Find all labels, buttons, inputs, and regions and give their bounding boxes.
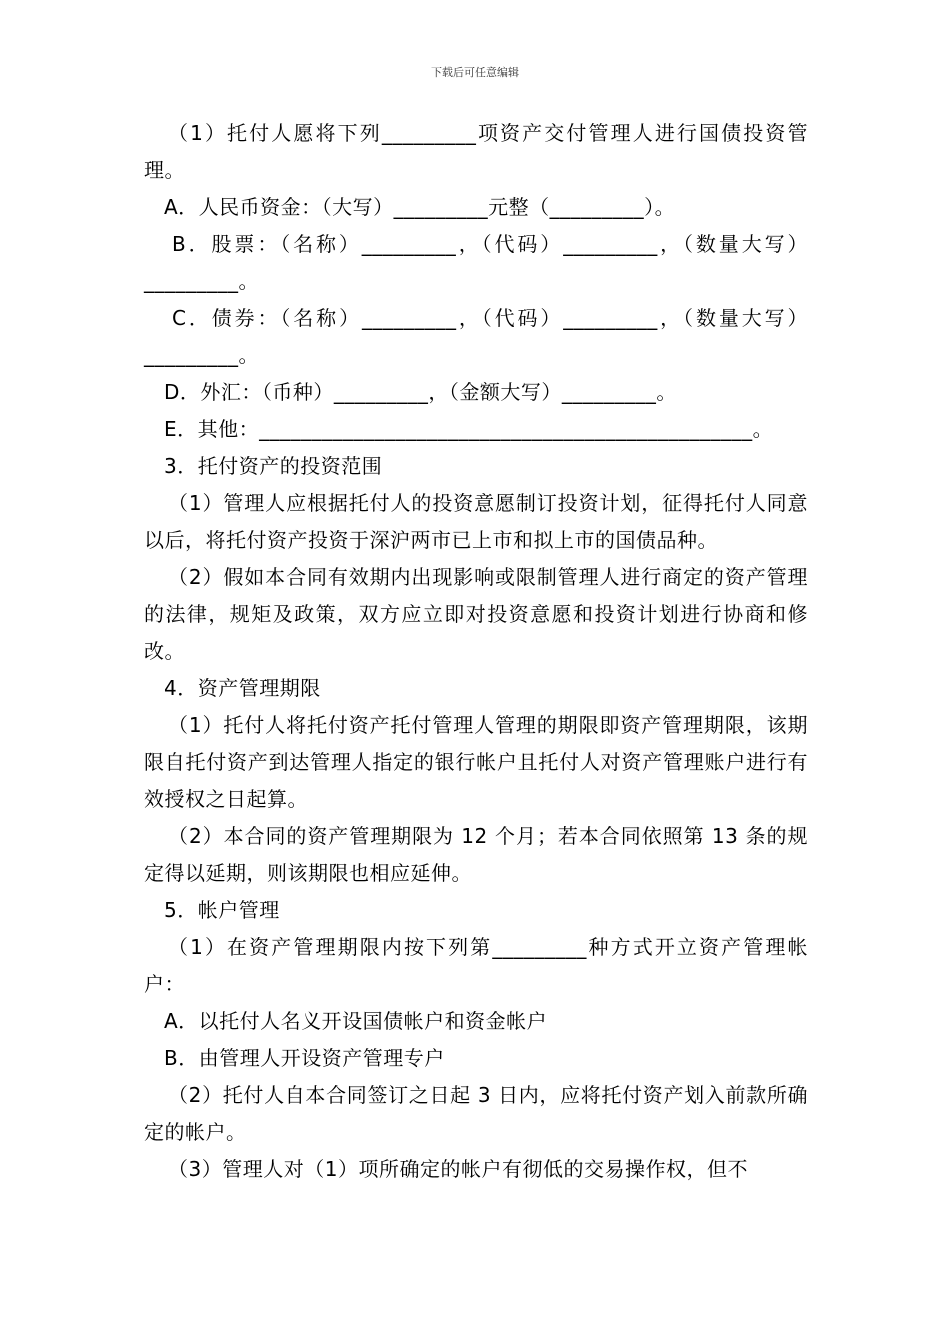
item-d-forex: D．外汇：（币种）_________，（金额大写）_________。 bbox=[164, 380, 677, 404]
option-a-account: A．以托付人名义开设国债帐户和资金帐户 bbox=[164, 1009, 548, 1033]
document-body bbox=[144, 115, 808, 1188]
clause-3-2: （2）假如本合同有效期内出现影响或限制管理人进行商定的资产管理的法律，规矩及政策，双方应立即对投资意愿和投资计划进行协商和修改。 bbox=[144, 565, 808, 663]
clause-5-1: （1）在资产管理期限内按下列第_________种方式开立资产管理帐户： bbox=[144, 935, 808, 996]
clause-1-1: （1）托付人愿将下列_________项资产交付管理人进行国债投资管理。 bbox=[144, 121, 808, 182]
section-4-heading: 4．资产管理期限 bbox=[164, 676, 321, 700]
item-a-rmb: A．人民币资金：（大写）_________元整（_________）。 bbox=[164, 195, 676, 219]
item-e-other: E．其他：_______________________________________________。 bbox=[164, 417, 774, 441]
item-c-bond: C．债券：（名称）_________，（代码）_________，（数量大写）_________。 bbox=[144, 306, 808, 367]
page-header: 下载后可任意编辑 bbox=[431, 66, 519, 79]
clause-4-1: （1）托付人将托付资产托付管理人管理的期限即资产管理期限，该期限自托付资产到达管理人指定的银行帐户且托付人对资产管理账户进行有效授权之日起算。 bbox=[144, 713, 808, 811]
clause-3-1: （1）管理人应根据托付人的投资意愿制订投资计划，征得托付人同意以后，将托付资产投资于深沪两市已上市和拟上市的国债品种。 bbox=[144, 491, 808, 552]
clause-4-2: （2）本合同的资产管理期限为 12 个月；若本合同依照第 13 条的规定得以延期，则该期限也相应延伸。 bbox=[144, 824, 808, 885]
section-3-heading: 3．托付资产的投资范围 bbox=[164, 454, 383, 478]
option-b-account: B．由管理人开设资产管理专户 bbox=[164, 1046, 445, 1070]
item-b-stock: B．股票：（名称）_________，（代码）_________，（数量大写）_________。 bbox=[144, 232, 808, 293]
section-5-heading: 5．帐户管理 bbox=[164, 898, 280, 922]
clause-5-2: （2）托付人自本合同签订之日起 3 日内，应将托付资产划入前款所确定的帐户。 bbox=[144, 1083, 808, 1144]
clause-5-3: （3）管理人对（1）项所确定的帐户有彻低的交易操作权，但不 bbox=[168, 1157, 748, 1181]
